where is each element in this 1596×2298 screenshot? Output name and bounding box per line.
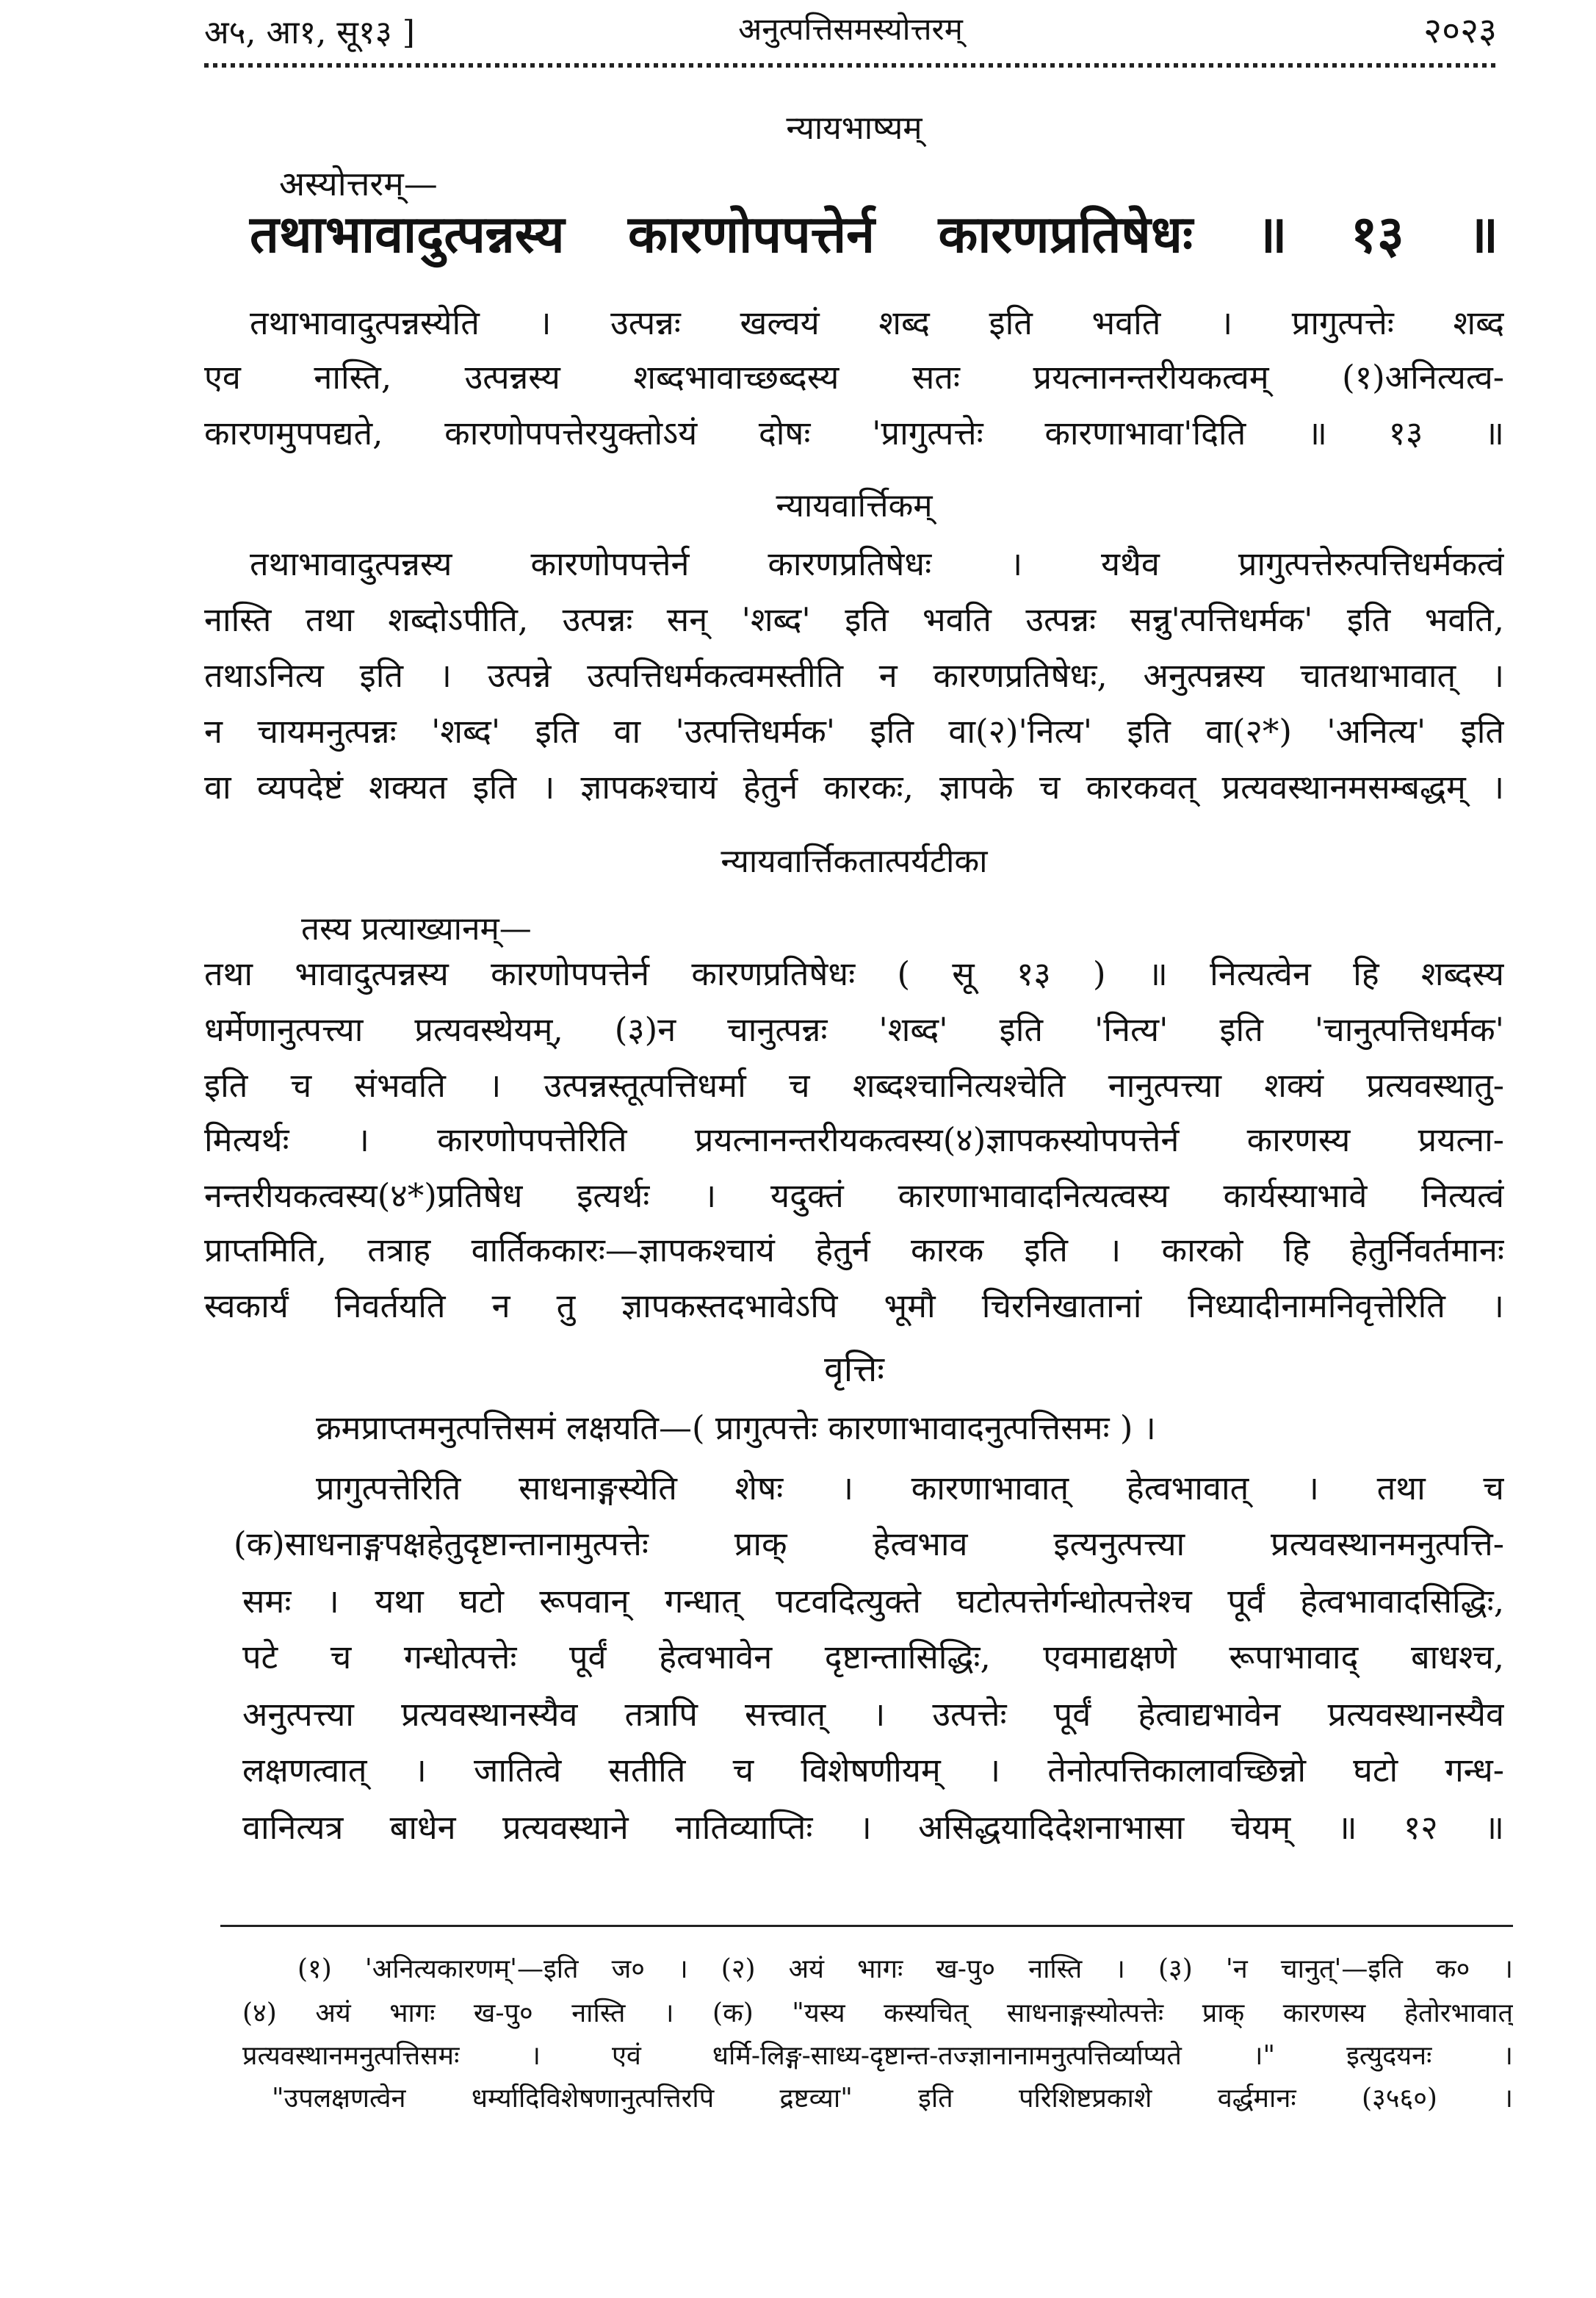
- bhashya-line: एव नास्ति, उत्पन्नस्य शब्दभावाच्छब्दस्य सतः प्रयत्नानन्तरीयकत्वम् (१)अनित्यत्व-: [204, 358, 1504, 397]
- tika-line: स्वकार्यं निवर्तयति न तु ज्ञापकस्तदभावेऽपि भूमौ चिरनिखातानां निध्यादीनामनिवृत्तेरिति ।: [204, 1286, 1504, 1325]
- footnote-line: "उपलक्षणत्वेन धर्म्यादिविशेषणानुत्पत्तिरपि द्रष्टव्या" इति परिशिष्टप्रकाशे वर्द्धमानः (३५६०) ।: [272, 2083, 1513, 2114]
- tika-line: धर्मेणानुत्पत्त्या प्रत्यवस्थेयम्, (३)न चानुत्पन्नः 'शब्द' इति 'नित्य' इति 'चानुत्पत्तिधर्मक': [204, 1010, 1504, 1049]
- sutra-text: तथाभावादुत्पन्नस्य कारणोपपत्तेर्न कारणप्रतिषेधः ॥ १३ ॥: [250, 203, 1498, 264]
- vritti-line: (क)साधनाङ्गपक्षहेतुदृष्टान्तानामुत्पत्तेः प्राक् हेत्वभाव इत्यनुत्पत्त्या प्रत्यवस्थानमनुत्पत्ति-: [234, 1524, 1504, 1563]
- vartika-line: तथाऽनित्य इति । उत्पन्ने उत्पत्तिधर्मकत्वमस्तीति न कारणप्रतिषेधः, अनुत्पन्नस्य चातथाभावात् ।: [204, 656, 1504, 695]
- page-number: २०२३: [1423, 10, 1497, 51]
- tika-line: इति च संभवति । उत्पन्नस्तूत्पत्तिधर्मा च शब्दश्चानित्यश्चेति नानुत्पत्त्या शक्यं प्रत्यवस्थातु-: [204, 1066, 1504, 1105]
- header-divider: [204, 63, 1497, 68]
- vritti-line: लक्षणत्वात् । जातित्वे सतीति च विशेषणीयम् । तेनोत्पत्तिकालावच्छिन्नो घटो गन्ध-: [242, 1751, 1504, 1790]
- tika-intro: तस्य प्रत्याख्यानम्—: [301, 910, 532, 948]
- vritti-line: अनुत्पत्त्या प्रत्यवस्थानस्यैव तत्रापि सत्त्वात् । उत्पत्तेः पूर्वं हेत्वाद्यभावेन प्रत्यवस्थानस्यैव: [242, 1695, 1504, 1734]
- section-title-tatparya-tika: न्यायवार्त्तिकतात्पर्यटीका: [721, 843, 988, 880]
- vartika-line: तथाभावादुत्पन्नस्य कारणोपपत्तेर्न कारणप्रतिषेधः । यथैव प्रागुत्पत्तेरुत्पत्तिधर्मकत्वं: [250, 544, 1504, 583]
- header-title: अनुत्पत्तिसमस्योत्तरम्: [738, 11, 963, 47]
- footnote-divider: [220, 1925, 1513, 1927]
- footnote-line: (१) 'अनित्यकारणम्'—इति ज० । (२) अयं भागः ख-पु० नास्ति । (३) 'न चानुत्'—इति क० ।: [297, 1954, 1513, 1984]
- bhashya-line: कारणमुपपद्यते, कारणोपपत्तेरयुक्तोऽयं दोषः 'प्रागुत्पत्तेः कारणाभावा'दिति ॥ १३ ॥: [204, 414, 1504, 453]
- tika-line: तथा भावादुत्पन्नस्य कारणोपपत्तेर्न कारणप्रतिषेधः ( सू १३ ) ॥ नित्यत्वेन हि शब्दस्य: [204, 954, 1504, 993]
- vritti-intro: क्रमप्राप्तमनुत्पत्तिसमं लक्षयति—( प्रागुत्पत्तेः कारणाभावादनुत्पत्तिसमः ) ।: [316, 1408, 1156, 1447]
- section-title-nyaya-vartika: न्यायवार्त्तिकम्: [776, 487, 933, 525]
- header-reference: अ५, आ१, सू१३ ]: [204, 14, 415, 51]
- vartika-line: नास्ति तथा शब्दोऽपीति, उत्पन्नः सन् 'शब्द' इति भवति उत्पन्नः सन्नु'त्पत्तिधर्मक' इति भवति,: [204, 600, 1504, 639]
- footnote-line: (४) अयं भागः ख-पु० नास्ति । (क) "यस्य कस्यचित् साधनाङ्गस्योत्पत्तेः प्राक् कारणस्य हेतोरभावात्: [242, 1998, 1513, 2028]
- bhashya-line: तथाभावादुत्पन्नस्येति । उत्पन्नः खल्वयं शब्द इति भवति । प्रागुत्पत्तेः शब्द: [250, 303, 1504, 342]
- vritti-line: प्रागुत्पत्तेरिति साधनाङ्गस्येति शेषः । कारणाभावात् हेत्वभावात् । तथा च: [316, 1469, 1504, 1508]
- section-title-vritti: वृत्तिः: [824, 1349, 884, 1390]
- vritti-line: समः । यथा घटो रूपवान् गन्धात् पटवदित्युक्ते घटोत्पत्तेर्गन्धोत्पत्तेश्च पूर्वं हेत्वभावादसिद्धिः,: [242, 1582, 1504, 1621]
- vartika-line: वा व्यपदेष्टं शक्यत इति । ज्ञापकश्चायं हेतुर्न कारकः, ज्ञापके च कारकवत् प्रत्यवस्थानमसम्बद्धम् ।: [204, 768, 1504, 807]
- vritti-line: पटे च गन्धोत्पत्तेः पूर्वं हेत्वभावेन दृष्टान्तासिद्धिः, एवमाद्यक्षणे रूपाभावाद् बाधश्च,: [242, 1638, 1504, 1676]
- tika-line: प्राप्तमिति, तत्राह वार्तिककारः—ज्ञापकश्चायं हेतुर्न कारक इति । कारको हि हेतुर्निवर्तमानः: [204, 1231, 1504, 1269]
- section-title-nyaya-bhashya: न्यायभाष्यम्: [786, 109, 922, 147]
- vartika-line: न चायमनुत्पन्नः 'शब्द' इति वा 'उत्पत्तिधर्मक' इति वा(२)'नित्य' इति वा(२*) 'अनित्य' इति: [204, 712, 1504, 751]
- running-header: [204, 0, 1497, 59]
- tika-line: मित्यर्थः । कारणोपपत्तेरिति प्रयत्नानन्तरीयकत्वस्य(४)ज्ञापकस्योपपत्तेर्न कारणस्य प्रयत्ना-: [204, 1120, 1504, 1159]
- footnote-line: प्रत्यवस्थानमनुत्पत्तिसमः । एवं धर्मि-लिङ्ग-साध्य-दृष्टान्त-तज्ज्ञानानामनुत्पत्तिर्व्याप्यते ।" इत्युदयनः ।: [242, 2041, 1513, 2071]
- tika-line: नन्तरीयकत्वस्य(४*)प्रतिषेध इत्यर्थः । यदुक्तं कारणाभावादनित्यत्वस्य कार्यस्याभावे नित्यत्वं: [204, 1176, 1504, 1215]
- vritti-line: वानित्यत्र बाधेन प्रत्यवस्थाने नातिव्याप्तिः । असिद्धयादिदेशनाभासा चेयम् ॥ १२ ॥: [242, 1808, 1504, 1847]
- bhashya-intro: अस्योत्तरम्—: [279, 164, 438, 203]
